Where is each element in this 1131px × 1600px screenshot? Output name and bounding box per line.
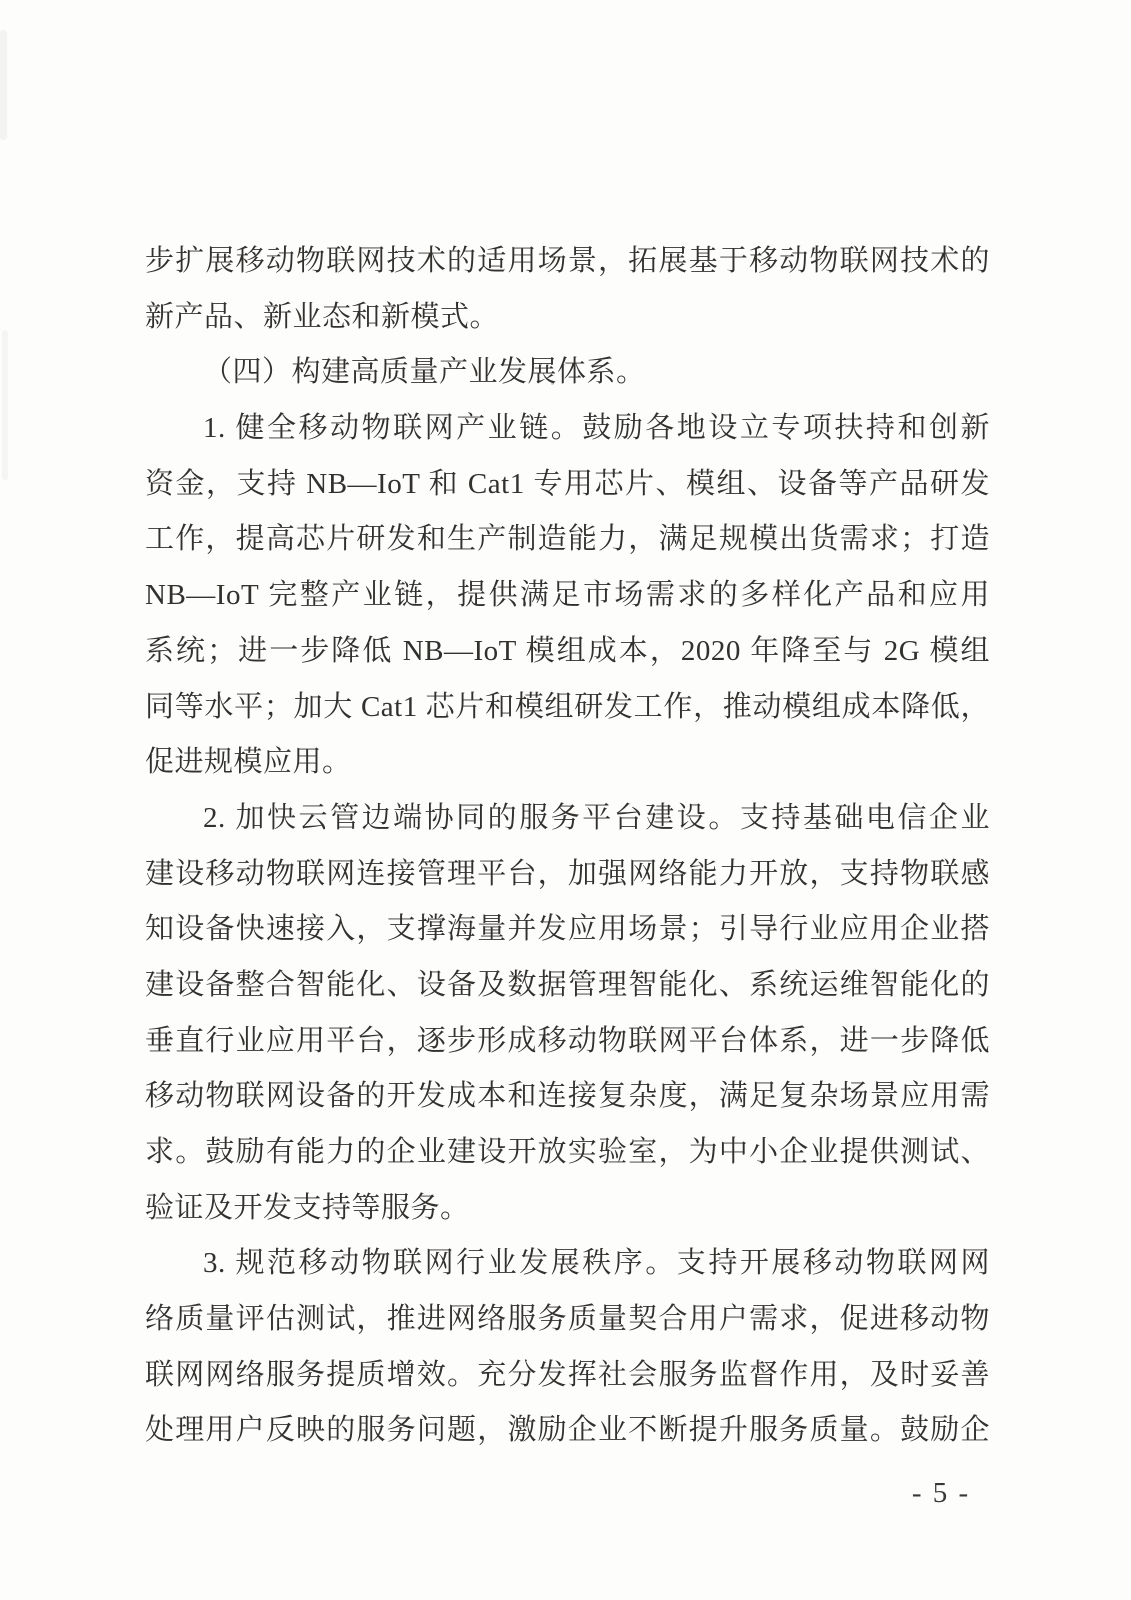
text-line: 验证及开发支持等服务。 bbox=[145, 1191, 470, 1224]
page-number: - 5 - bbox=[911, 1477, 971, 1509]
text-line: 1. 健全移动物联网产业链。鼓励各地设立专项扶持和创新 bbox=[203, 412, 990, 445]
text-line: 求。鼓励有能力的企业建设开放实验室，为中小企业提供测试、 bbox=[145, 1136, 990, 1168]
text-line: 络质量评估测试，推进网络服务质量契合用户需求，促进移动物 bbox=[145, 1303, 990, 1336]
text-line: 处理用户反映的服务问题，激励企业不断提升服务质量。鼓励企 bbox=[145, 1414, 990, 1447]
text-line: 建设备整合智能化、设备及数据管理智能化、系统运维智能化的 bbox=[145, 968, 990, 1001]
text-line: 系统；进一步降低 NB—IoT 模组成本，2020 年降至与 2G 模组 bbox=[145, 634, 990, 667]
text-line: 知设备快速接入，支撑海量并发应用场景；引导行业应用企业搭 bbox=[145, 913, 990, 946]
text-line: 同等水平；加大 Cat1 芯片和模组研发工作，推动模组成本降低， bbox=[145, 690, 990, 723]
text-line: 3. 规范移动物联网行业发展秩序。支持开展移动物联网网 bbox=[203, 1247, 990, 1280]
text-line: 建设移动物联网连接管理平台，加强网络能力开放，支持物联感 bbox=[145, 857, 990, 890]
text-line: 2. 加快云管边端协同的服务平台建设。支持基础电信企业 bbox=[203, 801, 990, 834]
text-line: 促进规模应用。 bbox=[145, 746, 352, 779]
section-heading: （四）构建高质量产业发展体系。 bbox=[203, 356, 646, 389]
scan-artifact bbox=[0, 30, 7, 140]
scan-artifact bbox=[2, 330, 8, 480]
text-line: 工作，提高芯片研发和生产制造能力，满足规模出货需求；打造 bbox=[145, 523, 990, 556]
text-line: 新产品、新业态和新模式。 bbox=[145, 300, 500, 333]
body-text bbox=[145, 234, 990, 1459]
text-line: 资金，支持 NB—IoT 和 Cat1 专用芯片、模组、设备等产品研发 bbox=[145, 467, 990, 500]
text-line: 垂直行业应用平台，逐步形成移动物联网平台体系，进一步降低 bbox=[145, 1024, 990, 1057]
text-line: 移动物联网设备的开发成本和连接复杂度，满足复杂场景应用需 bbox=[145, 1080, 990, 1113]
text-line: 联网网络服务提质增效。充分发挥社会服务监督作用，及时妥善 bbox=[145, 1358, 990, 1391]
text-line: 步扩展移动物联网技术的适用场景，拓展基于移动物联网技术的 bbox=[145, 245, 990, 277]
text-line: NB—IoT 完整产业链，提供满足市场需求的多样化产品和应用 bbox=[145, 579, 990, 612]
